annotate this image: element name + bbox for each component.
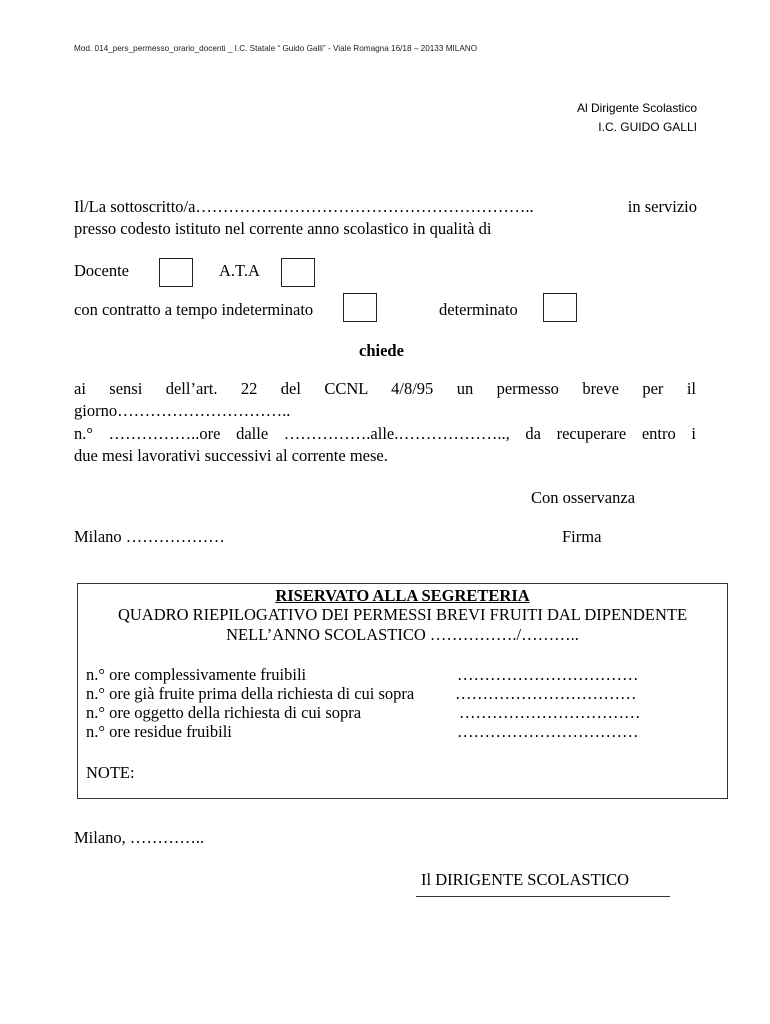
summary-row-label: n.° ore residue fruibili: [86, 722, 232, 741]
request-line-3: n.° ……………..ore dalle …………….alle.……………….., da recuperare entro i: [74, 424, 696, 443]
segreteria-title: RISERVATO ALLA SEGRETERIA: [275, 586, 530, 605]
addressee-line-1: Al Dirigente Scolastico: [576, 101, 697, 115]
request-line-2: giorno…………………………..: [74, 401, 291, 420]
docente-label: Docente: [74, 261, 129, 280]
signature-label: Firma: [562, 527, 602, 546]
determinato-label: determinato: [439, 300, 518, 319]
indeterminato-label: con contratto a tempo indeterminato: [74, 300, 314, 319]
summary-row-value: ……………………………: [457, 722, 639, 741]
segreteria-subtitle-1: QUADRO RIEPILOGATIVO DEI PERMESSI BREVI FRUITI DAL DIPENDENTE: [117, 605, 688, 624]
place-date-field: Milano ………………: [74, 527, 225, 546]
notes-label: NOTE:: [86, 763, 135, 782]
ata-label: A.T.A: [219, 261, 260, 280]
segreteria-subtitle-2: NELL’ANNO SCOLASTICO ……………./………..: [226, 625, 579, 644]
intro-in-servizio: in servizio: [627, 197, 697, 216]
dirigente-label: Il DIRIGENTE SCOLASTICO: [421, 870, 630, 889]
segreteria-box: [77, 583, 728, 799]
summary-row-value: ……………………………: [455, 684, 637, 703]
docente-checkbox[interactable]: [159, 258, 193, 287]
summary-row-label: n.° ore complessivamente fruibili: [86, 665, 307, 684]
summary-row-value: ……………………………: [459, 703, 641, 722]
closing-text: Con osservanza: [531, 488, 636, 507]
summary-row-value: ……………………………: [457, 665, 639, 684]
chiede-heading: chiede: [359, 341, 404, 360]
dirigente-signature-line: [416, 896, 670, 897]
addressee-line-2: I.C. GUIDO GALLI: [598, 120, 697, 134]
intro-name-field: Il/La sottoscritto/a……………………………………………………..: [74, 197, 534, 216]
summary-row-label: n.° ore oggetto della richiesta di cui sopra: [86, 703, 362, 722]
intro-line-2: presso codesto istituto nel corrente anno scolastico in qualità di: [74, 219, 492, 238]
summary-row-label: n.° ore già fruite prima della richiesta di cui sopra: [86, 684, 415, 703]
ata-checkbox[interactable]: [281, 258, 315, 287]
request-line-1: ai sensi dell’art. 22 del CCNL 4/8/95 un permesso breve per il: [74, 379, 696, 398]
footer-place-date: Milano, …………..: [74, 828, 205, 847]
indeterminato-checkbox[interactable]: [343, 293, 377, 322]
determinato-checkbox[interactable]: [543, 293, 577, 322]
request-line-4: due mesi lavorativi successivi al corrente mese.: [74, 446, 388, 465]
document-header: Mod. 014_pers_permesso_orario_docenti _ I.C. Statale “ Guido Galli” - Viale Romagna 16/18 – 20133 MILANO: [74, 44, 478, 53]
